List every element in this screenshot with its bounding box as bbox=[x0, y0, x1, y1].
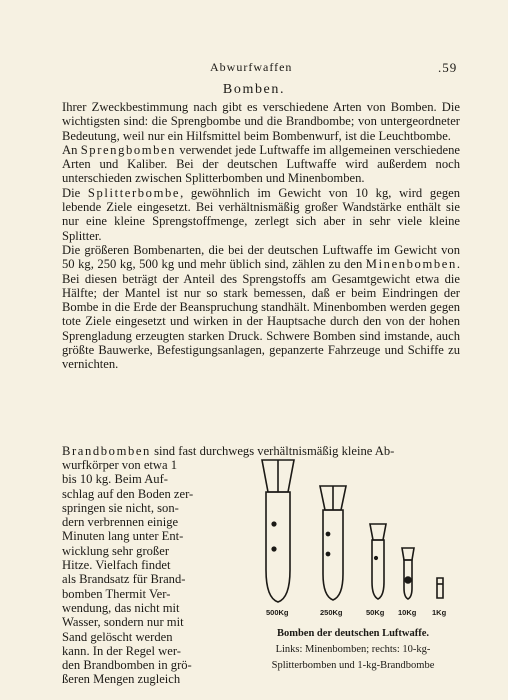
text-line: Sand gelöscht werden bbox=[62, 629, 173, 644]
text-line: wicklung sehr großer bbox=[62, 543, 170, 558]
term-splitterbombe: Splitterbombe bbox=[87, 185, 181, 200]
text-line: wurfkörper von etwa 1 bbox=[62, 458, 178, 472]
section-heading: Bomben. bbox=[222, 82, 286, 97]
label-1kg: 1Kg bbox=[432, 608, 447, 617]
term-minenbomben: Minenbomben bbox=[365, 257, 457, 272]
paragraph-prefix: Die größeren Bombenarten, die bei der deutschen Luftwaffe im Gewicht von 50 kg, 250 kg, 500 kg und mehr üblich sind, zählen zu den bbox=[62, 242, 460, 272]
bomb-50kg bbox=[370, 524, 386, 599]
text-line: Minuten lang unter Ent- bbox=[62, 529, 184, 544]
paragraph-prefix: An bbox=[62, 142, 81, 157]
paragraph-intro: Ihrer Zweckbestimmung nach gibt es verschiedene Arten von Bomben. Die wichtigsten sind: die Sprengbombe und die Brandbombe; von untergeordneter Bedeutung, weil nur ein Hilfsmittel beim Bombenwurf, ist die Leuchtbombe. bbox=[62, 100, 460, 143]
paragraph-brandbomben bbox=[62, 458, 240, 687]
paragraph-body: sind fast durchwegs verhältnismäßig kleine Ab- bbox=[150, 444, 395, 458]
running-title: Abwurfwaffen bbox=[210, 60, 293, 74]
text-line: springen sie nicht, son- bbox=[62, 500, 179, 515]
paragraph-prefix: Die bbox=[62, 185, 88, 200]
label-50kg: 50Kg bbox=[366, 608, 385, 617]
text-line: Hitze. Vielfach findet bbox=[62, 558, 171, 573]
bomb-250kg bbox=[320, 486, 346, 600]
bomb-1kg bbox=[437, 578, 443, 598]
text-line: ßeren Mengen zugleich bbox=[62, 672, 181, 687]
bombs-illustration bbox=[248, 452, 460, 622]
text-line: schlag auf den Boden zer- bbox=[62, 486, 194, 501]
paragraph-body: verwendet jede Luftwaffe im allgemeinen verschiedene Arten und Kaliber. Bei der deutschen Luftwaffe wird außerdem noch unterschieden zwischen Splitterbomben und Minenbomben. bbox=[62, 142, 460, 186]
body-text bbox=[62, 100, 460, 372]
bomb-10kg bbox=[402, 548, 414, 599]
paragraph-minenbomben bbox=[62, 243, 460, 372]
text-line: kann. In der Regel wer- bbox=[62, 643, 181, 658]
text-line: wendung, das nicht mit bbox=[62, 600, 180, 615]
text-line: als Brandsatz für Brand- bbox=[62, 572, 186, 587]
page-header bbox=[0, 60, 508, 76]
text-line: bis 10 kg. Beim Auf- bbox=[62, 472, 168, 487]
paragraph-body: . Bei diesen beträgt der Anteil des Sprengstoffs am Gesamtgewicht etwa die Hälfte; der Mantel ist nur so stark bemessen, daß er beim Eindringen der Bombe in die Erde der Beanspruchung standhält. Minenbomben werden gegen tote Ziele eingesetzt und wirken in der Hauptsache durch den von der hohen Sprengladung erzeugten starken Druck. Schwere Bomben sind imstande, auch größte Bauwerke, Befestigungsanlagen, gepanzerte Fahrzeuge und Schiffe zu vernichten. bbox=[62, 257, 460, 372]
label-10kg: 10Kg bbox=[398, 608, 417, 617]
text-line: bomben Thermit Ver- bbox=[62, 586, 171, 601]
figure-caption bbox=[246, 626, 460, 674]
label-500kg: 500Kg bbox=[266, 608, 289, 617]
term-sprengbomben: Sprengbomben bbox=[80, 142, 177, 157]
paragraph-splitterbombe bbox=[62, 186, 460, 243]
bomb-500kg bbox=[262, 460, 294, 602]
paragraph-sprengbomben bbox=[62, 143, 460, 186]
caption-title: Bomben der deutschen Luftwaffe. bbox=[276, 628, 430, 639]
term-brandbomben: Brandbomben bbox=[62, 444, 151, 458]
label-250kg: 250Kg bbox=[320, 608, 343, 617]
text-line: den Brandbomben in grö- bbox=[62, 658, 192, 673]
paragraph-body: , gewöhnlich im Gewicht von 10 kg, wird gegen lebende Ziele eingesetzt. Bei verhältnismäßig großer Wandstärke enthält sie nur eine kleine Sprengstoffmenge, zerlegt sich aber in sehr viele kleine Splitter. bbox=[62, 185, 460, 243]
text-line: Wasser, sondern nur mit bbox=[62, 615, 184, 630]
caption-description: Links: Minenbomben; rechts: 10-kg-Splitterbomben und 1-kg-Brandbombe bbox=[271, 644, 435, 671]
page-number: .59 bbox=[438, 60, 458, 75]
text-line: dern verbrennen einige bbox=[62, 515, 179, 530]
